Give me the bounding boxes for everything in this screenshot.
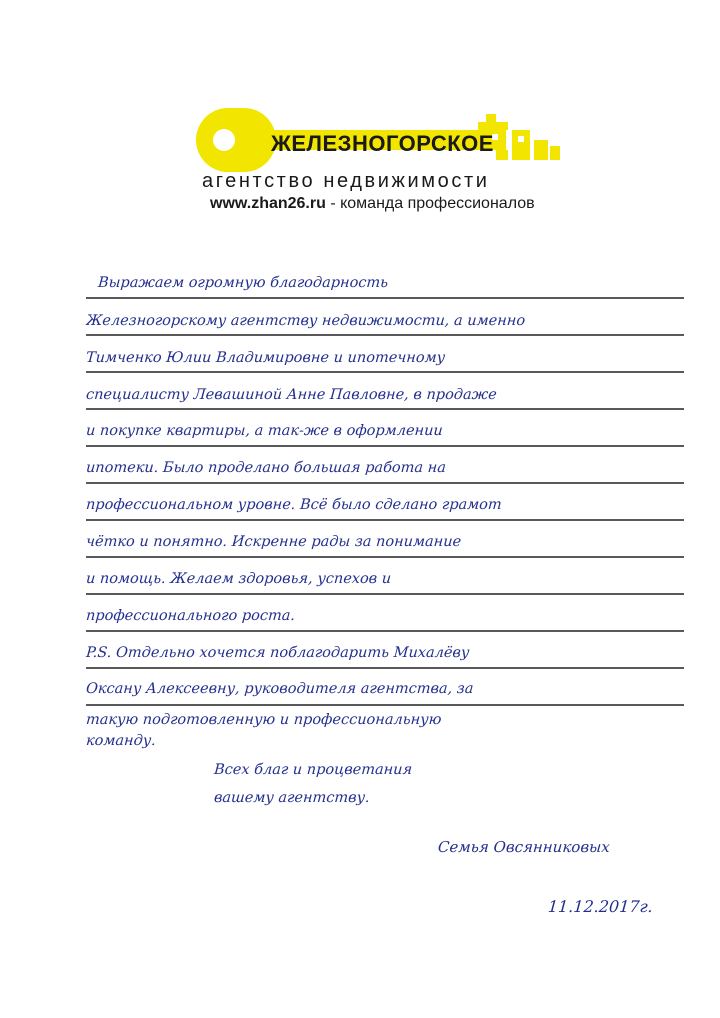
closing-line: Всех благ и процветания (213, 762, 413, 778)
letter-line: и помощь. Желаем здоровья, успехов и (85, 571, 392, 587)
letter-date: 11.12.2017г. (547, 897, 654, 916)
letter-line: такую подготовленную и профессиональную (85, 712, 442, 728)
letter-line: Тимченко Юлии Владимировне и ипотечному (85, 350, 446, 366)
letter-line: Выражаем огромную благодарность (97, 275, 389, 291)
agency-slogan: - команда профессионалов (330, 195, 535, 212)
closing-line: вашему агентству. (213, 790, 371, 806)
agency-website-link[interactable]: www.zhan26.ru (210, 195, 326, 212)
agency-name: ЖЕЛЕЗНОГОРСКОЕ (271, 131, 494, 156)
letter-line: Железногорскому агентству недвижимости, а именно (85, 313, 526, 329)
agency-subtitle: агентство недвижимости (202, 170, 490, 192)
letter-line: и покупке квартиры, а так-же в оформлении (85, 423, 444, 439)
letter-line: P.S. Отдельно хочется поблагодарить Михалёву (85, 645, 470, 661)
letter-line: специалисту Левашиной Анне Павловне, в продаже (85, 387, 498, 403)
letter-line: чётко и понятно. Искренне рады за понимание (85, 534, 462, 550)
letter-line: Оксану Алексеевну, руководителя агентства, за (85, 681, 474, 697)
signature: Семья Овсянниковых (437, 838, 611, 856)
letter-line: команду. (85, 733, 157, 749)
letter-line: профессиональном уровне. Всё было сделано грамот (85, 497, 503, 513)
letter-line: профессионального роста. (85, 608, 296, 624)
letter-line: ипотеки. Было проделано большая работа на (85, 460, 447, 476)
